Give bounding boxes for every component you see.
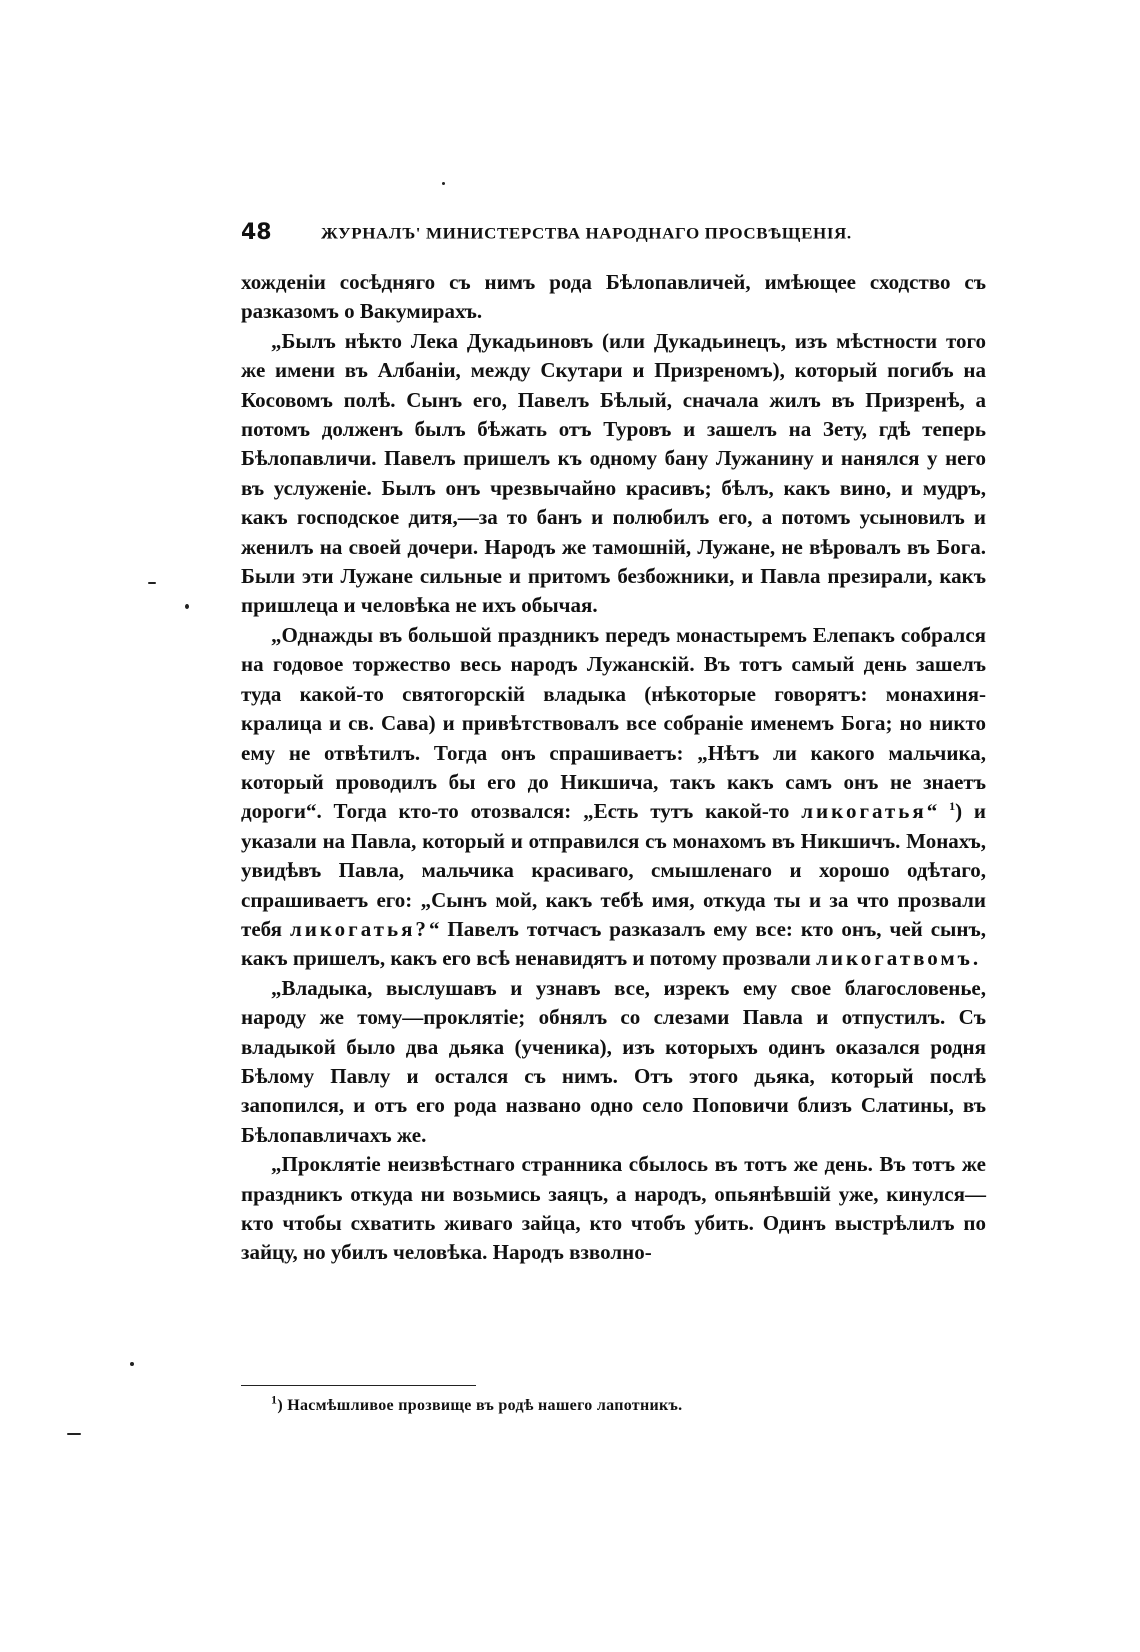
paragraph-3-text: “ Павелъ тотчасъ разказалъ ему все: кто онъ, чей сынъ, какъ пришелъ, какъ его всѣ ненавидятъ и потому прозвали (241, 916, 987, 971)
scan-speck (442, 182, 445, 185)
scan-speck (130, 1362, 134, 1366)
paragraph-3-text: . (972, 946, 979, 971)
paragraph-1: хожденіи сосѣдняго съ нимъ рода Бѣлопавличей, имѣющее сходство съ разказомъ о Вакумирахъ. (241, 270, 986, 324)
scan-speck (67, 1433, 81, 1435)
spaced-word: ликогатья? (289, 916, 429, 941)
scan-speck (185, 604, 189, 609)
paragraph-3-text: ) и указали на Павла, который и отправился съ монахомъ въ Никшичъ. Монахъ, увидѣвъ Павла, мальчика красиваго, смышленаго и хорошо одѣтаго, спрашиваетъ его: „Сынъ мой, какъ тебѣ имя, откуда ты и за что прозвали тебя (241, 799, 987, 941)
scan-speck (148, 582, 156, 584)
footnote-divider (241, 1385, 476, 1386)
paragraph-2: „Былъ нѣкто Лека Дукадьиновъ (или Дукадьинецъ, изъ мѣстности того же имени въ Албаніи, между Скутари и Призреномъ), который погибъ на Косовомъ полѣ. Сынъ его, Павелъ Бѣлый, сначала жилъ въ Призренѣ, а потомъ долженъ былъ бѣжать отъ Туровъ и зашелъ на Зету, гдѣ теперь Бѣлопавличи. Павелъ пришелъ къ одному бану Лужанину и нанялся у него въ услуженіе. Былъ онъ чрезвычайно красивъ; бѣлъ, какъ вино, и мудръ, какъ господское дитя,—за то банъ и полюбилъ его, а потомъ усыновилъ и женилъ на своей дочери. Народъ же тамошній, Лужане, не вѣровалъ въ Бога. Были эти Лужане сильные и притомъ безбожники, и Павла презирали, какъ пришлеца и человѣка не ихъ обычая. (241, 328, 986, 618)
footnote (271, 1392, 991, 1415)
spaced-word: ликогатья (801, 799, 927, 824)
footnote-mark: 1 (271, 1392, 278, 1407)
paragraph-5: „Проклятіе неизвѣстнаго странника сбылось въ тотъ же день. Въ тотъ же праздникъ откуда ни возьмись заяцъ, а народъ, опьянѣвшій уже, кинулся—кто чтобы схватить живаго зайца, кто чтобъ убить. Одинъ выстрѣлилъ по зайцу, но убилъ человѣка. Народъ взволно- (241, 1152, 986, 1265)
paragraph-4: „Владыка, выслушавъ и узнавъ все, изрекъ ему свое благословенье, народу же тому—проклятіе; обнялъ со слезами Павла и отпустилъ. Съ владыкой было два дьяка (ученика), изъ которыхъ одинъ оказался родня Бѣлому Павлу и остался съ нимъ. Отъ этого дьяка, который послѣ запопился, и отъ его рода названо одно село Поповичи близъ Слатины, въ Бѣлопавличахъ же. (241, 975, 986, 1147)
body-text (241, 268, 986, 1268)
footnote-reference: 1 (949, 799, 956, 814)
page-number: 48 (241, 220, 272, 245)
footnote-text: ) Насмѣшливое прозвище въ родѣ нашего лапотникъ. (277, 1397, 683, 1414)
running-head: ЖУРНАЛЪ' МИНИСТЕРСТВА НАРОДНАГО ПРОСВѢЩЕНІЯ. (321, 225, 852, 243)
spaced-word: ликогатвомъ (816, 946, 973, 971)
page-header (241, 220, 1001, 250)
paragraph-3-text: „Однажды въ большой праздникъ передъ монастыремъ Елепакъ собрался на годовое торжество весь народъ Лужанскій. Въ тотъ самый день зашелъ туда какой-то святогорскій владыка (нѣкоторые говорятъ: монахиня-кралица и св. Сава) и привѣтствовалъ все собраніе именемъ Бога; но никто ему не отвѣтилъ. Тогда онъ спрашиваетъ: „Нѣтъ ли какого мальчика, который проводилъ бы его до Никшича, такъ какъ самъ онъ не знаетъ дороги“. Тогда кто-то отозвался: „Есть тутъ какой-то (241, 622, 986, 824)
paragraph-3: „Однажды въ большой праздникъ передъ монастыремъ Елепакъ собрался на годовое торжество весь народъ Лужанскій. Въ тотъ самый день зашелъ туда какой-то святогорскій владыка (нѣкоторые говорятъ: монахиня-кралица и св. Сава) и привѣтствовалъ все собраніе именемъ Бога; но никто ему не отвѣтилъ. Тогда онъ спрашиваетъ: „Нѣтъ ли какого мальчика, который проводилъ бы его до Никшича, такъ какъ самъ онъ не знаетъ дороги“. Тогда кто-то отозвался: „Есть тутъ какой-то ликогатья“ $^1$) и указали на Павла, который и отправился съ монахомъ въ Никшичъ. Монахъ, увидѣвъ Павла, мальчика красиваго, смышленаго и хорошо одѣтаго, спрашиваетъ его: „Сынъ мой, какъ тебѣ имя, откуда ты и за что прозвали тебя ликогатья?“ Павелъ тотчасъ разказалъ ему все: кто онъ, чей сынъ, какъ пришелъ, какъ его всѣ ненавидятъ и потому прозвали ликогатвомъ. (241, 622, 987, 971)
